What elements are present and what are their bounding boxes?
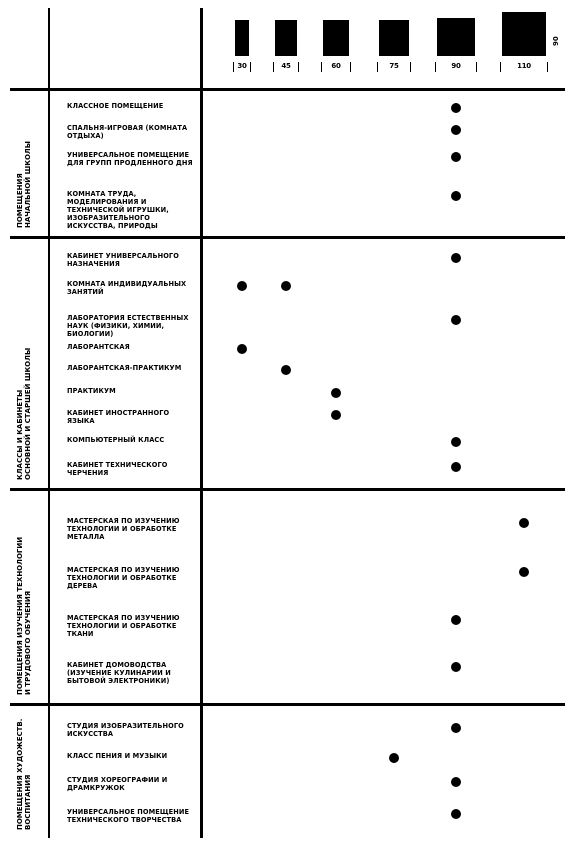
room-label: СТУДИЯ ХОРЕОГРАФИИ И ДРАМКРУЖОК <box>67 776 168 792</box>
room-label: ЛАБОРАНТСКАЯ <box>67 343 130 351</box>
room-label: УНИВЕРСАЛЬНОЕ ПОМЕЩЕНИЕ ДЛЯ ГРУПП ПРОДЛЕННОГО ДНЯ <box>67 151 193 167</box>
section-title-line: ВОСПИТАНИЯ <box>24 774 32 830</box>
size-marker-dot <box>451 615 461 625</box>
size-marker-dot <box>281 365 291 375</box>
room-size-block <box>323 20 349 56</box>
size-marker-dot <box>451 437 461 447</box>
room-label: КОМНАТА ТРУДА, МОДЕЛИРОВАНИЯ И ТЕХНИЧЕСКОЙ ИГРУШКИ, ИЗОБРАЗИТЕЛЬНОГО ИСКУССТВА, ПРИРОДЫ <box>67 190 169 230</box>
height-dimension-label: 90 <box>552 36 560 46</box>
dimension-tick <box>350 62 351 72</box>
room-label: КАБИНЕТ ИНОСТРАННОГО ЯЗЫКА <box>67 409 170 425</box>
room-label: МАСТЕРСКАЯ ПО ИЗУЧЕНИЮ ТЕХНОЛОГИИ И ОБРАБОТКЕ ДЕРЕВА <box>67 566 180 590</box>
room-label: ЛАБОРАТОРИЯ ЕСТЕСТВЕННЫХ НАУК (ФИЗИКИ, ХИМИИ, БИОЛОГИИ) <box>67 314 189 338</box>
room-size-block <box>275 20 297 56</box>
room-size-label: 75 <box>389 62 399 70</box>
room-size-label: 30 <box>237 62 247 70</box>
size-marker-dot <box>519 518 529 528</box>
room-label: КАБИНЕТ УНИВЕРСАЛЬНОГО НАЗНАЧЕНИЯ <box>67 252 179 268</box>
dimension-tick <box>410 62 411 72</box>
header-rule <box>10 88 565 91</box>
size-marker-dot <box>281 281 291 291</box>
section-title-line: КЛАССЫ И КАБИНЕТЫ <box>16 389 24 480</box>
room-label: СПАЛЬНЯ-ИГРОВАЯ (КОМНАТА ОТДЫХА) <box>67 124 188 140</box>
room-size-label: 45 <box>281 62 291 70</box>
dimension-tick <box>500 62 501 72</box>
room-size-label: 60 <box>331 62 341 70</box>
size-marker-dot <box>451 723 461 733</box>
size-marker-dot <box>451 191 461 201</box>
size-marker-dot <box>331 410 341 420</box>
section-title-line: ОСНОВНОЙ И СТАРШЕЙ ШКОЛЫ <box>24 347 32 480</box>
dimension-tick <box>547 62 548 72</box>
room-size-label: 90 <box>451 62 461 70</box>
size-marker-dot <box>451 103 461 113</box>
size-marker-dot <box>237 281 247 291</box>
room-size-block <box>379 20 409 56</box>
section-rule-3 <box>10 703 565 706</box>
section-rule-2 <box>10 488 565 491</box>
section-title <box>16 141 32 228</box>
dimension-tick <box>476 62 477 72</box>
size-marker-dot <box>389 753 399 763</box>
room-label: КАБИНЕТ ТЕХНИЧЕСКОГО ЧЕРЧЕНИЯ <box>67 461 168 477</box>
section-title <box>16 719 32 830</box>
room-label: КАБИНЕТ ДОМОВОДСТВА (ИЗУЧЕНИЕ КУЛИНАРИИ И БЫТОВОЙ ЭЛЕКТРОНИКИ) <box>67 661 171 685</box>
dimension-tick <box>273 62 274 72</box>
size-marker-dot <box>451 253 461 263</box>
room-size-label: 110 <box>517 62 531 70</box>
room-label: КЛАСС ПЕНИЯ И МУЗЫКИ <box>67 752 168 760</box>
room-size-block <box>502 12 546 56</box>
section-title-line: ПОМЕЩЕНИЯ ХУДОЖЕСТВ. <box>16 718 24 830</box>
size-marker-dot <box>237 344 247 354</box>
section-title-line: ПОМЕЩЕНИЯ ИЗУЧЕНИЯ ТЕХНОЛОГИИ <box>16 536 24 695</box>
room-label: СТУДИЯ ИЗОБРАЗИТЕЛЬНОГО ИСКУССТВА <box>67 722 184 738</box>
room-label: КЛАССНОЕ ПОМЕЩЕНИЕ <box>67 102 164 110</box>
section-title-line: НАЧАЛЬНОЙ ШКОЛЫ <box>24 141 32 228</box>
dimension-tick <box>435 62 436 72</box>
room-size-block <box>437 18 475 56</box>
room-label: ПРАКТИКУМ <box>67 387 116 395</box>
label-column-divider <box>200 8 203 838</box>
section-title-line: ПОМЕЩЕНИЯ <box>16 173 24 228</box>
size-marker-dot <box>451 152 461 162</box>
dimension-tick <box>233 62 234 72</box>
room-label: ЛАБОРАНТСКАЯ-ПРАКТИКУМ <box>67 364 182 372</box>
section-title-line: И ТРУДОВОГО ОБУЧЕНИЯ <box>24 590 32 695</box>
size-marker-dot <box>451 125 461 135</box>
room-label: МАСТЕРСКАЯ ПО ИЗУЧЕНИЮ ТЕХНОЛОГИИ И ОБРАБОТКЕ ТКАНИ <box>67 614 180 638</box>
size-marker-dot <box>451 315 461 325</box>
section-title <box>16 537 32 695</box>
size-marker-dot <box>451 662 461 672</box>
room-size-block <box>235 20 249 56</box>
room-label: УНИВЕРСАЛЬНОЕ ПОМЕЩЕНИЕ ТЕХНИЧЕСКОГО ТВОРЧЕСТВА <box>67 808 190 824</box>
left-divider <box>48 8 50 838</box>
section-title <box>16 348 32 480</box>
size-marker-dot <box>451 809 461 819</box>
dimension-tick <box>321 62 322 72</box>
size-marker-dot <box>331 388 341 398</box>
size-marker-dot <box>519 567 529 577</box>
dimension-tick <box>377 62 378 72</box>
room-label: КОМПЬЮТЕРНЫЙ КЛАСС <box>67 436 165 444</box>
size-marker-dot <box>451 462 461 472</box>
room-label: МАСТЕРСКАЯ ПО ИЗУЧЕНИЮ ТЕХНОЛОГИИ И ОБРАБОТКЕ МЕТАЛЛА <box>67 517 180 541</box>
size-marker-dot <box>451 777 461 787</box>
room-label: КОМНАТА ИНДИВИДУАЛЬНЫХ ЗАНЯТИЙ <box>67 280 187 296</box>
dimension-tick <box>250 62 251 72</box>
dimension-tick <box>298 62 299 72</box>
section-rule-1 <box>10 236 565 239</box>
